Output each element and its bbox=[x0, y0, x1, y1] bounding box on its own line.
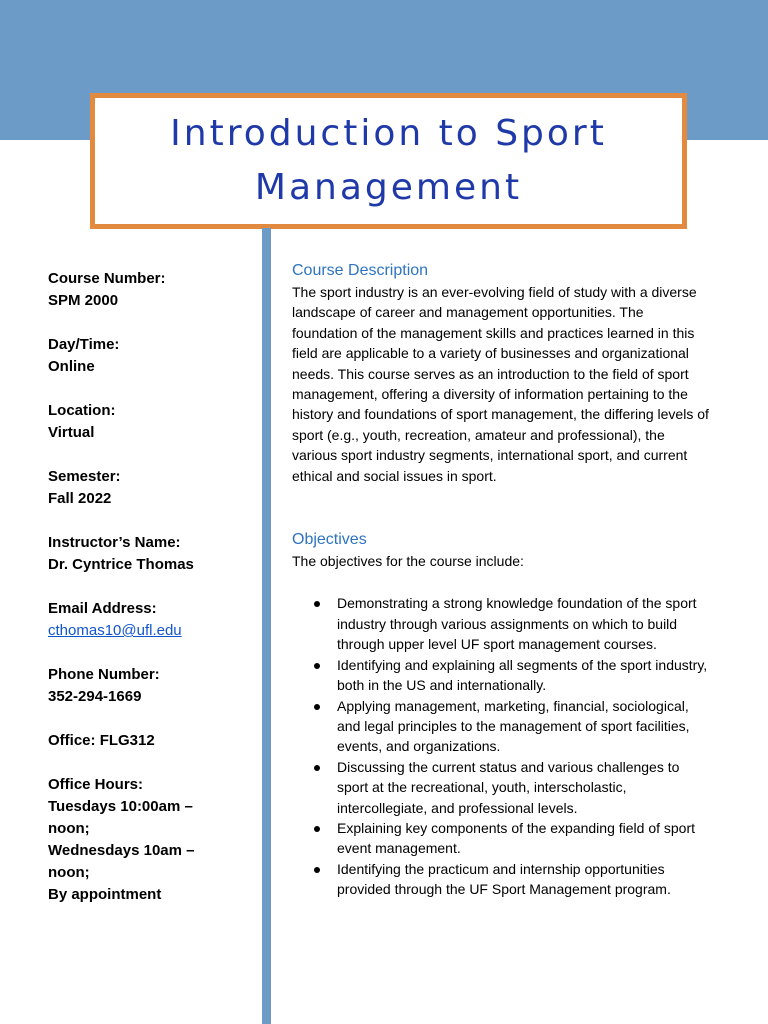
office-block bbox=[48, 730, 253, 752]
office-label: Office: bbox=[48, 732, 96, 749]
location-block bbox=[48, 400, 253, 444]
list-item bbox=[292, 655, 712, 696]
course-number-value: SPM 2000 bbox=[48, 292, 119, 309]
page-title bbox=[170, 107, 607, 215]
objective-text: Identifying and explaining all segments of the sport industry, both in the US and internationally. bbox=[337, 656, 708, 694]
page-title-line-1: Introduction to Sport bbox=[170, 113, 607, 154]
office-hours-line: By appointment bbox=[48, 886, 162, 903]
office-hours-line: noon; bbox=[48, 820, 90, 837]
objectives-intro: The objectives for the course include: bbox=[292, 553, 524, 570]
office-hours-line: Wednesdays 10am – bbox=[48, 842, 195, 859]
office-hours-label: Office Hours: bbox=[48, 776, 144, 793]
objective-text: Explaining key components of the expanding field of sport event management. bbox=[337, 819, 696, 857]
objectives-list bbox=[292, 593, 712, 899]
semester-value: Fall 2022 bbox=[48, 490, 112, 507]
bullet-icon bbox=[314, 704, 320, 710]
email-label: Email Address: bbox=[48, 600, 157, 617]
list-item bbox=[292, 593, 712, 654]
list-item bbox=[292, 818, 712, 859]
office-hours-line: Tuesdays 10:00am – bbox=[48, 798, 193, 815]
instructor-value: Dr. Cyntrice Thomas bbox=[48, 556, 194, 573]
title-box bbox=[90, 93, 687, 229]
semester-block bbox=[48, 466, 253, 510]
list-item bbox=[292, 696, 712, 757]
objectives-heading: Objectives bbox=[292, 531, 367, 549]
main-content bbox=[292, 260, 712, 900]
list-item bbox=[292, 757, 712, 818]
email-block bbox=[48, 598, 253, 642]
objective-text: Applying management, marketing, financial, sociological, and legal principles to the management of sport facilities, events, and organizations. bbox=[337, 697, 690, 755]
email-link[interactable]: cthomas10@ufl.edu bbox=[48, 622, 182, 639]
office-value: FLG312 bbox=[99, 732, 155, 749]
phone-value: 352-294-1669 bbox=[48, 688, 142, 705]
day-time-value: Online bbox=[48, 358, 95, 375]
course-description-heading: Course Description bbox=[292, 262, 429, 279]
office-hours-block bbox=[48, 774, 253, 906]
day-time-label: Day/Time: bbox=[48, 336, 120, 353]
day-time-block bbox=[48, 334, 253, 378]
objective-text: Demonstrating a strong knowledge foundation of the sport industry through various assignments on which to build through upper level UF sport management courses. bbox=[337, 595, 697, 653]
list-item bbox=[292, 859, 712, 900]
bullet-icon bbox=[314, 867, 320, 873]
bullet-icon bbox=[314, 826, 320, 832]
course-number-block bbox=[48, 268, 253, 312]
course-number-label: Course Number: bbox=[48, 270, 166, 287]
location-value: Virtual bbox=[48, 424, 95, 441]
location-label: Location: bbox=[48, 402, 116, 419]
bullet-icon bbox=[314, 663, 320, 669]
course-description-text: The sport industry is an ever-evolving field of study with a diverse landscape of career and management opportunities. The foundation of the management skills and practices learned in this field are applicable to a variety of businesses and organizational needs. This course serves as an introduction to the field of sport management, offering a diversity of information pertaining to the history and foundations of sport management, the differing levels of sport (e.g., youth, recreation, amateur and professional), the various sport industry segments, international sport, and current ethical and social issues in sport. bbox=[292, 284, 709, 484]
phone-block bbox=[48, 664, 253, 708]
office-hours-line: noon; bbox=[48, 864, 90, 881]
semester-label: Semester: bbox=[48, 468, 121, 485]
instructor-label: Instructor’s Name: bbox=[48, 534, 181, 551]
bullet-icon bbox=[314, 601, 320, 607]
phone-label: Phone Number: bbox=[48, 666, 160, 683]
instructor-block bbox=[48, 532, 253, 576]
bullet-icon bbox=[314, 765, 320, 771]
objective-text: Identifying the practicum and internship opportunities provided through the UF Sport Management program. bbox=[337, 860, 671, 898]
vertical-divider bbox=[262, 228, 271, 1024]
page-title-line-2: Management bbox=[254, 167, 523, 208]
objective-text: Discussing the current status and various challenges to sport at the recreational, youth, interscholastic, intercollegiate, and professional levels. bbox=[337, 758, 680, 816]
course-info-sidebar bbox=[48, 268, 253, 928]
